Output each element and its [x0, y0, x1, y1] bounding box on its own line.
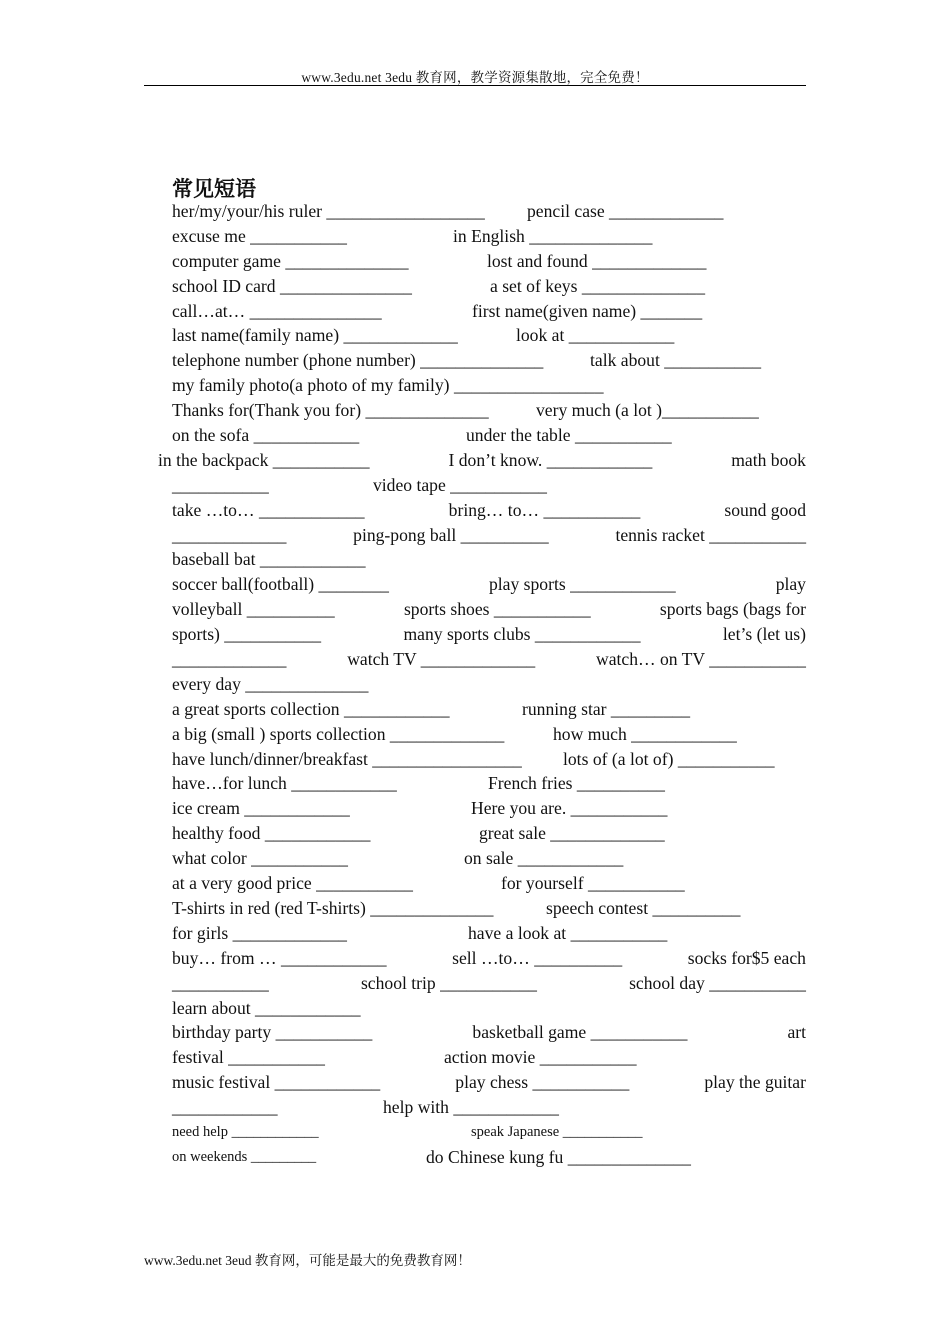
phrase-item: learn about ____________ [172, 997, 361, 1018]
phrase-item: bring… to… ___________ [448, 499, 641, 520]
phrase-item: speech contest __________ [546, 897, 741, 918]
phrase-item: her/my/your/his ruler __________________ [172, 201, 485, 221]
phrase-line [158, 448, 806, 473]
phrase-item: what color ___________ [172, 848, 348, 869]
phrase-line [172, 299, 806, 324]
phrase-line [172, 274, 806, 299]
phrase-item: Here you are. ___________ [471, 798, 668, 819]
phrase-item: on the sofa ____________ [172, 425, 360, 446]
phrase-line [172, 224, 806, 249]
phrase-line [172, 946, 806, 971]
phrase-line [172, 821, 806, 846]
phrase-item: ___________ [172, 972, 269, 993]
phrase-line [172, 1095, 806, 1120]
phrase-item: I don’t know. ____________ [448, 449, 653, 470]
phrase-item: school day ___________ [629, 972, 806, 993]
phrase-line [172, 796, 806, 821]
phrase-line [172, 1070, 806, 1095]
phrase-item: help with ____________ [383, 1097, 559, 1118]
phrase-item: _____________ [172, 649, 287, 670]
phrase-item: buy… from … ____________ [172, 947, 387, 968]
phrase-item: my family photo(a photo of my family) _________________ [172, 375, 604, 396]
phrase-item: a big (small ) sports collection _____________ [172, 723, 505, 744]
phrase-line [172, 597, 806, 622]
phrase-item: play [775, 574, 806, 595]
phrase-item: action movie ___________ [444, 1047, 637, 1068]
phrase-line [172, 199, 806, 224]
phrase-item: look at ____________ [516, 325, 675, 346]
phrase-item: a set of keys ______________ [490, 275, 706, 296]
phrase-line [172, 622, 806, 647]
phrase-item: do Chinese kung fu ______________ [426, 1146, 691, 1167]
page-title: 常见短语 [172, 177, 256, 201]
phrase-item: every day ______________ [172, 673, 369, 694]
phrase-line [172, 523, 806, 548]
phrase-item: have…for lunch ____________ [172, 773, 397, 794]
phrase-item: music festival ____________ [172, 1072, 381, 1093]
phrase-line [172, 249, 806, 274]
phrase-line [172, 697, 806, 722]
phrase-line [172, 373, 806, 398]
phrase-line [172, 323, 806, 348]
phrase-line [172, 1020, 806, 1045]
phrase-item: play sports ____________ [488, 574, 676, 595]
phrase-item: need help ____________ [172, 1123, 319, 1140]
phrase-line [172, 398, 806, 423]
phrase-item: computer game ______________ [172, 250, 409, 271]
phrase-item: French fries __________ [488, 773, 665, 794]
phrase-item: ___________ [172, 474, 269, 495]
phrase-item: running star _________ [522, 698, 691, 719]
phrase-item: birthday party ___________ [172, 1022, 373, 1043]
phrase-item: sell …to… __________ [452, 947, 623, 968]
phrase-item: ping-pong ball __________ [353, 524, 549, 545]
phrase-item: how much ____________ [553, 723, 737, 744]
phrase-item: festival ___________ [172, 1047, 325, 1068]
phrase-item: watch… on TV ___________ [596, 649, 806, 670]
phrase-item: many sports clubs ____________ [403, 624, 641, 645]
phrase-item: Thanks for(Thank you for) ______________ [172, 400, 489, 421]
phrase-line [172, 722, 806, 747]
phrase-line [172, 473, 806, 498]
phrase-item: ____________ [172, 1097, 278, 1118]
phrase-item: telephone number (phone number) ______________ [172, 350, 544, 371]
phrase-line [172, 647, 806, 672]
phrase-item: call…at… _______________ [172, 300, 382, 321]
phrase-item: sound good [724, 499, 806, 520]
phrase-item: on sale ____________ [464, 848, 624, 869]
phrase-item: sports bags (bags for [659, 599, 806, 620]
phrase-line [172, 771, 806, 796]
phrase-item: play chess ___________ [455, 1072, 630, 1093]
phrase-line [172, 871, 806, 896]
phrase-line [172, 846, 806, 871]
phrase-item: sports shoes ___________ [403, 599, 591, 620]
phrase-line [172, 1045, 806, 1070]
phrase-item: lots of (a lot of) ___________ [563, 748, 775, 769]
phrase-item: soccer ball(football) ________ [172, 574, 389, 595]
phrase-line [172, 572, 806, 597]
phrase-item: school trip ___________ [360, 972, 537, 993]
phrase-item: ice cream ____________ [172, 798, 350, 819]
phrase-line [172, 1145, 806, 1170]
phrase-line [172, 1120, 806, 1145]
phrase-item: under the table ___________ [466, 425, 672, 446]
phrase-line [172, 921, 806, 946]
phrase-line [172, 423, 806, 448]
phrase-item: on weekends _________ [172, 1148, 317, 1165]
phrase-item: for yourself ___________ [501, 873, 685, 894]
page-footer: www.3edu.net 3eud 教育网，可能是最大的免费教育网！ [144, 1253, 471, 1268]
phrase-item: math book [731, 449, 806, 470]
phrase-list [158, 199, 806, 1170]
phrase-line [172, 747, 806, 772]
phrase-item: sports) ___________ [172, 624, 322, 645]
phrase-line [172, 498, 806, 523]
phrase-item: in English ______________ [453, 225, 653, 246]
phrase-item: speak Japanese ___________ [471, 1123, 643, 1140]
phrase-item: take …to… ____________ [172, 499, 365, 520]
phrase-line [172, 996, 806, 1021]
phrase-item: lost and found _____________ [487, 250, 707, 271]
phrase-item: first name(given name) _______ [472, 300, 703, 321]
phrase-item: baseball bat ____________ [172, 549, 366, 570]
phrase-item: school ID card _______________ [172, 275, 412, 296]
phrase-item: a great sports collection ____________ [172, 698, 450, 719]
phrase-item: talk about ___________ [590, 350, 762, 371]
phrase-item: volleyball __________ [172, 599, 335, 620]
phrase-item: in the backpack ___________ [158, 449, 370, 470]
phrase-item: last name(family name) _____________ [172, 325, 458, 346]
phrase-item: great sale _____________ [479, 823, 665, 844]
phrase-line [172, 348, 806, 373]
phrase-item: tennis racket ___________ [615, 524, 806, 545]
phrase-item: art [787, 1022, 806, 1043]
phrase-item: watch TV _____________ [347, 649, 536, 670]
page-header: www.3edu.net 3edu 教育网，教学资源集散地，完全免费！ [301, 70, 649, 85]
phrase-line [172, 547, 806, 572]
phrase-item: play the guitar [704, 1072, 806, 1093]
phrase-item: socks for$5 each [687, 947, 806, 968]
phrase-item: _____________ [172, 524, 287, 545]
phrase-line [172, 672, 806, 697]
phrase-item: let’s (let us) [722, 624, 806, 645]
phrase-item: healthy food ____________ [172, 823, 371, 844]
phrase-item: very much (a lot )___________ [536, 400, 759, 421]
header-divider [144, 85, 806, 86]
phrase-item: have lunch/dinner/breakfast _________________ [172, 748, 522, 769]
phrase-item: pencil case _____________ [527, 201, 724, 221]
phrase-line [172, 896, 806, 921]
phrase-item: excuse me ___________ [172, 225, 347, 246]
phrase-item: T-shirts in red (red T-shirts) ______________ [172, 897, 494, 918]
phrase-item: basketball game ___________ [472, 1022, 688, 1043]
phrase-line [172, 971, 806, 996]
phrase-item: for girls _____________ [172, 922, 347, 943]
phrase-item: have a look at ___________ [468, 922, 668, 943]
phrase-item: video tape ___________ [373, 474, 547, 495]
phrase-item: at a very good price ___________ [172, 873, 413, 894]
